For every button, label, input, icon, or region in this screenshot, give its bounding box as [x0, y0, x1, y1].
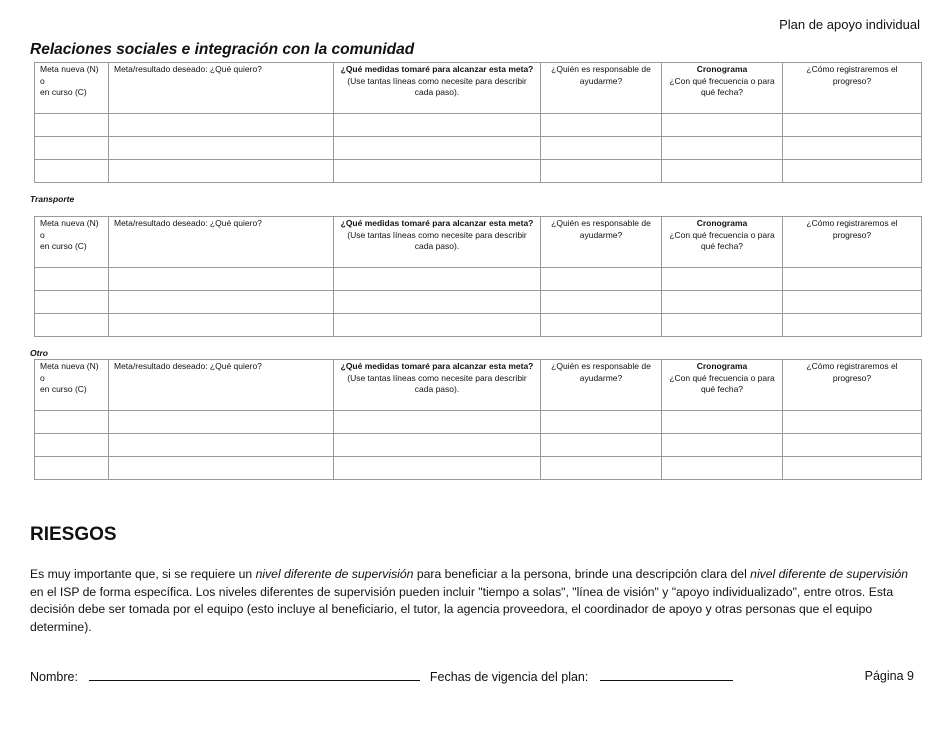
- goals-table-other: [34, 359, 922, 480]
- document-header: Plan de apoyo individual: [779, 17, 920, 32]
- header-responsible: ¿Quién es responsable de ayudarme?: [541, 360, 662, 411]
- header-responsible: ¿Quién es responsable de ayudarme?: [541, 63, 662, 114]
- goals-table-transport: [34, 216, 922, 337]
- header-timeline: Cronograma ¿Con qué frecuencia o para qué fecha?: [662, 217, 783, 268]
- header-timeline: Cronograma ¿Con qué frecuencia o para qué fecha?: [662, 360, 783, 411]
- header-desired-outcome: Meta/resultado deseado: ¿Qué quiero?: [109, 63, 334, 114]
- header-new-or-current: Meta nueva (N) o en curso (C): [35, 360, 109, 411]
- header-progress: ¿Cómo registraremos el progreso?: [783, 63, 922, 114]
- header-new-or-current: Meta nueva (N) o en curso (C): [35, 63, 109, 114]
- table-row: [35, 114, 922, 137]
- goals-table-social: [34, 62, 922, 183]
- subsection-transport-label: Transporte: [30, 194, 75, 204]
- plan-dates-label: Fechas de vigencia del plan:: [429, 670, 589, 684]
- header-steps: ¿Qué medidas tomaré para alcanzar esta meta? (Use tantas líneas como necesite para describir cada paso).: [334, 217, 541, 268]
- footer: [30, 669, 733, 684]
- header-new-or-current: Meta nueva (N) o en curso (C): [35, 217, 109, 268]
- table-row: [35, 160, 922, 183]
- table-row: [35, 291, 922, 314]
- header-steps: ¿Qué medidas tomaré para alcanzar esta meta? (Use tantas líneas como necesite para describir cada paso).: [334, 63, 541, 114]
- name-label: Nombre:: [30, 670, 78, 684]
- plan-dates-field[interactable]: [600, 669, 733, 681]
- risks-paragraph: Es muy importante que, si se requiere un nivel diferente de supervisión para beneficiar a la persona, brinde una descripción clara del nivel diferente de supervisión en el ISP de forma específica. Los niveles diferentes de supervisión pueden incluir "tiempo a solas", "línea de visión" y "apoyo individualizado", entre otros. Esta decisión debe ser tomada por el equipo (esto incluye al beneficiario, el tutor, la agencia proveedora, el coordinador de apoyo y otras personas que el equipo determine).: [30, 567, 909, 634]
- page-number: Página 9: [864, 669, 914, 683]
- table-row: [35, 137, 922, 160]
- header-progress: ¿Cómo registraremos el progreso?: [783, 217, 922, 268]
- subsection-other-label: Otro: [30, 348, 48, 358]
- name-field[interactable]: [89, 669, 420, 681]
- header-timeline: Cronograma ¿Con qué frecuencia o para qué fecha?: [662, 63, 783, 114]
- header-responsible: ¿Quién es responsable de ayudarme?: [541, 217, 662, 268]
- table-header-row: [35, 360, 922, 411]
- table-row: [35, 268, 922, 291]
- header-progress: ¿Cómo registraremos el progreso?: [783, 360, 922, 411]
- header-steps: ¿Qué medidas tomaré para alcanzar esta meta? (Use tantas líneas como necesite para describir cada paso).: [334, 360, 541, 411]
- table-row: [35, 411, 922, 434]
- table-header-row: [35, 217, 922, 268]
- table-row: [35, 434, 922, 457]
- table-header-row: [35, 63, 922, 114]
- risks-heading: RIESGOS: [30, 524, 117, 545]
- header-desired-outcome: Meta/resultado deseado: ¿Qué quiero?: [109, 217, 334, 268]
- table-row: [35, 457, 922, 480]
- table-row: [35, 314, 922, 337]
- header-desired-outcome: Meta/resultado deseado: ¿Qué quiero?: [109, 360, 334, 411]
- section-title: Relaciones sociales e integración con la comunidad: [30, 41, 415, 58]
